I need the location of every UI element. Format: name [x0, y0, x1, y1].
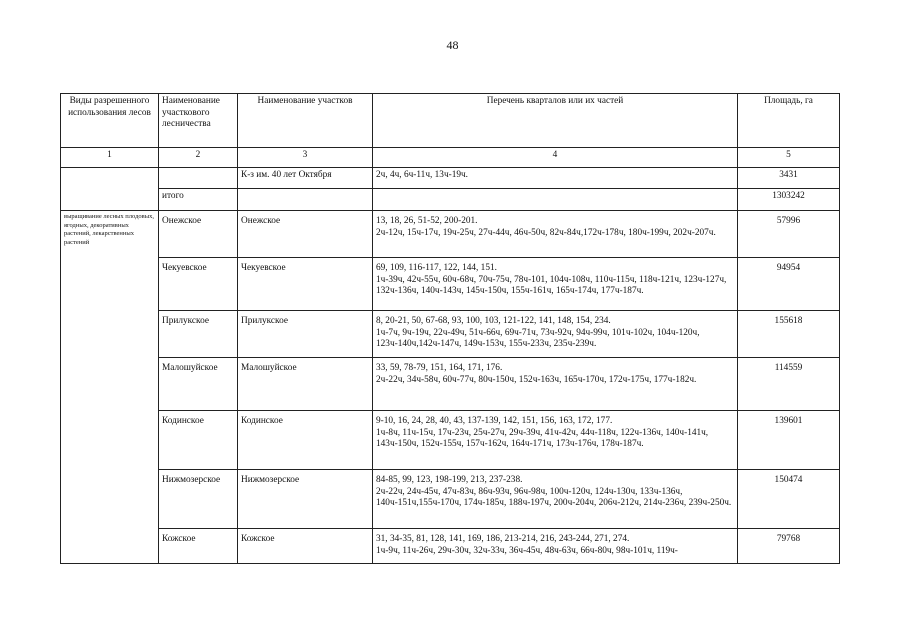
- site-cell: К-з им. 40 лет Октября: [238, 168, 373, 189]
- site-cell: Нижмозерское: [238, 470, 373, 529]
- table-row: [61, 311, 840, 358]
- forestry-cell: Онежское: [159, 211, 238, 258]
- area-cell: 57996: [738, 211, 840, 258]
- quarters-parts: 1ч-8ч, 11ч-15ч, 17ч-23ч, 25ч-27ч, 29ч-39ч, 41ч-42ч, 44ч-118ч, 122ч-136ч, 140ч-141ч, 143ч-150ч, 152ч-155ч, 157ч-162ч, 164ч-171ч, 173ч-176ч, 178ч-187ч.: [376, 427, 709, 450]
- total-row: [61, 189, 840, 211]
- quarters-cell: [373, 211, 738, 258]
- quarters-cell: [373, 411, 738, 470]
- forestry-cell: Малошуйское: [159, 358, 238, 411]
- site-cell: Кодинское: [238, 411, 373, 470]
- header-area: Площадь, га: [738, 94, 840, 148]
- column-number: 1: [61, 148, 159, 168]
- site-cell: [238, 189, 373, 211]
- site-cell: Малошуйское: [238, 358, 373, 411]
- quarters-full: 84-85, 99, 123, 198-199, 213, 237-238.: [376, 475, 523, 485]
- quarters-cell: [373, 189, 738, 211]
- area-cell: 139601: [738, 411, 840, 470]
- table-row: [61, 258, 840, 311]
- header-quarters: Перечень кварталов или их частей: [373, 94, 738, 148]
- quarters-cell: [373, 311, 738, 358]
- header-use-type: Виды разрешенного использования лесов: [61, 94, 159, 148]
- forestry-cell: Кожское: [159, 529, 238, 564]
- quarters-parts: 2ч-22ч, 24ч-45ч, 47ч-83ч, 86ч-93ч, 96ч-98ч, 100ч-120ч, 124ч-130ч, 133ч-136ч, 140ч-151ч,155ч-170ч, 174ч-185ч, 188ч-197ч, 200ч-204ч, 206ч-212ч, 214ч-236ч, 239ч-250ч.: [376, 486, 732, 509]
- quarters-parts: 2ч-12ч, 15ч-17ч, 19ч-25ч, 27ч-44ч, 46ч-50ч, 82ч-84ч,172ч-178ч, 180ч-199ч, 202ч-207ч.: [376, 227, 716, 238]
- area-cell: 114559: [738, 358, 840, 411]
- forestry-cell: [159, 168, 238, 189]
- quarters-full: 8, 20-21, 50, 67-68, 93, 100, 103, 121-122, 141, 148, 154, 234.: [376, 316, 611, 326]
- column-number: 5: [738, 148, 840, 168]
- column-number-row: [61, 148, 840, 168]
- forestry-cell: Чекуевское: [159, 258, 238, 311]
- area-cell: 3431: [738, 168, 840, 189]
- column-number: 4: [373, 148, 738, 168]
- use-type-cell: выращивание лесных плодовых, ягодных, декоративных растений, лекарственных растений: [61, 211, 159, 564]
- header-site: Наименование участков: [238, 94, 373, 148]
- quarters-parts: 1ч-9ч, 11ч-26ч, 29ч-30ч, 32ч-33ч, 36ч-45ч, 48ч-63ч, 66ч-80ч, 98ч-101ч, 119ч-: [376, 545, 678, 556]
- area-cell: 150474: [738, 470, 840, 529]
- total-label: итого: [159, 189, 238, 211]
- forest-use-table: [60, 93, 840, 564]
- quarters-parts: 2ч-22ч, 34ч-58ч, 60ч-77ч, 80ч-150ч, 152ч-163ч, 165ч-170ч, 172ч-175ч, 177ч-182ч.: [376, 374, 697, 385]
- forestry-cell: Нижмозерское: [159, 470, 238, 529]
- quarters-cell: [373, 529, 738, 564]
- page-number: 48: [446, 38, 459, 52]
- area-cell: 79768: [738, 529, 840, 564]
- site-cell: Чекуевское: [238, 258, 373, 311]
- column-number: 2: [159, 148, 238, 168]
- table-row: [61, 470, 840, 529]
- site-cell: Прилукское: [238, 311, 373, 358]
- quarters-parts: 1ч-39ч, 42ч-55ч, 60ч-68ч, 70ч-75ч, 78ч-101, 104ч-108ч, 110ч-115ч, 118ч-121ч, 123ч-127ч, 132ч-136ч, 140ч-143ч, 145ч-150ч, 155ч-161ч, 165ч-174ч, 177ч-187ч.: [376, 274, 727, 297]
- table-row: [61, 211, 840, 258]
- table-row: [61, 358, 840, 411]
- quarters-cell: [373, 470, 738, 529]
- site-cell: Кожское: [238, 529, 373, 564]
- column-number: 3: [238, 148, 373, 168]
- quarters-parts: 1ч-7ч, 9ч-19ч, 22ч-49ч, 51ч-66ч, 69ч-71ч, 73ч-92ч, 94ч-99ч, 101ч-102ч, 104ч-120ч, 123ч-140ч,142ч-147ч, 149ч-153ч, 155ч-233ч, 235ч-239ч.: [376, 327, 700, 350]
- table-row: [61, 411, 840, 470]
- quarters-cell: [373, 258, 738, 311]
- quarters-full: 33, 59, 78-79, 151, 164, 171, 176.: [376, 363, 503, 373]
- area-cell: 155618: [738, 311, 840, 358]
- table-row: [61, 168, 840, 189]
- table-row: [61, 529, 840, 564]
- quarters-full: 13, 18, 26, 51-52, 200-201.: [376, 216, 478, 226]
- quarters-cell: 2ч, 4ч, 6ч-11ч, 13ч-19ч.: [373, 168, 738, 189]
- quarters-full: 31, 34-35, 81, 128, 141, 169, 186, 213-214, 216, 243-244, 271, 274.: [376, 534, 630, 544]
- use-type-cell-empty: [61, 168, 159, 211]
- quarters-full: 69, 109, 116-117, 122, 144, 151.: [376, 263, 497, 273]
- header-forestry: Наименование участкового лесничества: [159, 94, 238, 148]
- table-header-row: [61, 94, 840, 148]
- forestry-cell: Кодинское: [159, 411, 238, 470]
- quarters-cell: [373, 358, 738, 411]
- quarters-full: 9-10, 16, 24, 28, 40, 43, 137-139, 142, 151, 156, 163, 172, 177.: [376, 416, 613, 426]
- area-cell: 94954: [738, 258, 840, 311]
- site-cell: Онежское: [238, 211, 373, 258]
- forestry-cell: Прилукское: [159, 311, 238, 358]
- total-area: 1303242: [738, 189, 840, 211]
